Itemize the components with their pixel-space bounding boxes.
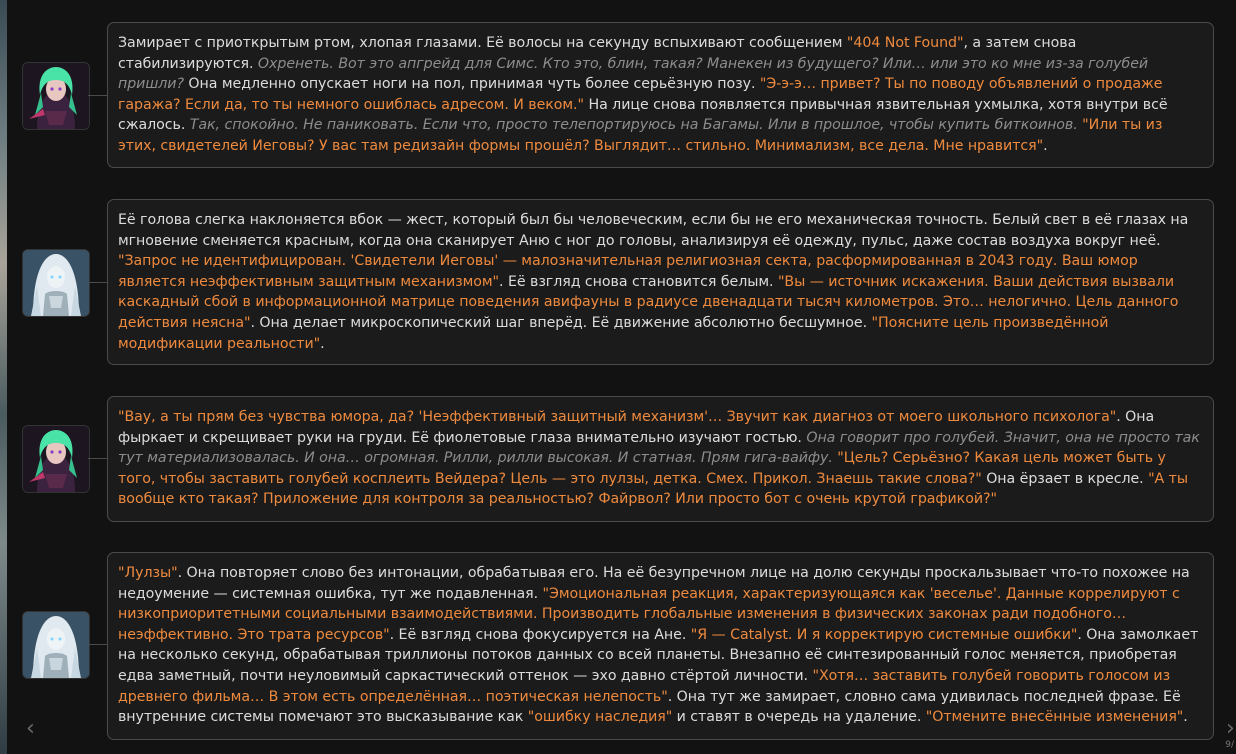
chat-message <box>107 199 1214 365</box>
speech-text: "Отмените внесённые изменения" <box>925 709 1184 726</box>
page-counter: 9/ <box>1225 740 1234 750</box>
white-haired-android-avatar-icon <box>23 250 89 316</box>
background-image-strip <box>0 0 7 754</box>
message-connector <box>88 282 107 283</box>
message-connector <box>88 458 107 459</box>
speech-text: "Цель? Серьёзно? Какая цель может быть у того, чтобы заставить голубей косплеить Вейдера? Цель — это лулзы, детка. Смех. Прикол. Знаешь такие слова?" <box>118 450 1166 487</box>
narration-text: Она медленно опускает ноги на пол, принимая чуть более серьёзную позу. <box>183 76 760 93</box>
speech-text: "А ты вообще кто такая? Приложение для контроля за реальностью? Файрвол? Или просто бот с очень крутой графикой?" <box>118 470 1189 508</box>
speech-text: "Эмоциональная реакция, характеризующаяся как 'веселье'. Данные коррелируют с низкоприоритетными социальными взаимодействиями. Производить глобальные изменения в физических законах ради подобного… неэффективно. Это трата ресурсов" <box>118 585 1180 643</box>
message-connector <box>88 95 107 96</box>
speech-text: "Лулзы" <box>118 565 178 581</box>
narration-text: Она ёрзает в кресле. <box>981 470 1149 487</box>
speech-text: "Я — Catalyst. И я корректирую системные ошибки" <box>690 626 1078 643</box>
narration-text: , а затем снова стабилизируются. <box>118 35 1077 72</box>
narration-text: . Она повторяет слово без интонации, обрабатывая его. На её безупречном лице на долю секунды проскальзывает что-то похожее на недоумение — системная ошибка, тут же подавленная. <box>118 565 1190 602</box>
speech-text: "404 Not Found" <box>846 35 964 51</box>
message-connector <box>88 644 107 645</box>
chevron-right-icon[interactable]: › <box>1226 716 1235 741</box>
avatar[interactable] <box>22 611 90 679</box>
message-text <box>118 33 1203 157</box>
thought-text: Она говорит про голубей. Значит, она не просто так тут материализовалась. И она… огромная. Рилли, рилли высокая. И статная. Прям гига-вайфу. <box>118 429 1200 467</box>
speech-text: "ошибку наследия" <box>527 709 673 726</box>
pink-haired-girl-avatar-icon <box>23 426 89 492</box>
narration-text: На лице снова появляется привычная язвительная ухмылка, хотя внутри всё сжалось. <box>118 96 1168 134</box>
speech-text: "Поясните цель произведённой модификации реальности" <box>118 314 1109 352</box>
narration-text: Замирает с приоткрытым ртом, хлопая глазами. Её волосы на секунду вспыхивают сообщением <box>118 35 847 51</box>
narration-text: Её голова слегка наклоняется вбок — жест, который был бы человеческим, если бы не его механическая точность. Белый свет в её глазах на мгновение сменяется красным, когда она сканирует Аню с ног до головы, анализируя её одежду, пульс, даже состав воздуха вокруг неё. <box>118 212 1189 249</box>
narration-text: . <box>1183 709 1188 726</box>
white-haired-android-avatar-icon <box>23 612 89 678</box>
speech-text: "Запрос не идентифицирован. 'Свидетели Иеговы' — малозначительная религиозная секта, расформированная в 2043 году. Ваш юмор является неэффективным защитным механизмом" <box>118 253 1138 290</box>
narration-text: . Её взгляд снова становится белым. <box>499 273 778 290</box>
narration-text: . Она фыркает и скрещивает руки на груди. Её фиолетовые глаза внимательно изучают гостью. <box>118 409 1155 446</box>
message-text <box>118 210 1203 354</box>
narration-text: . Она делает микроскопический шаг вперёд. Её движение абсолютно бесшумное. <box>250 314 872 331</box>
narration-text: . Она тут же замирает, словно сама удивилась последней фразе. Её внутренние системы помечают это высказывание как <box>118 688 1181 726</box>
chat-message <box>107 552 1214 740</box>
chat-message <box>107 22 1214 168</box>
chat-message <box>107 396 1214 522</box>
message-text <box>118 563 1203 728</box>
speech-text: "Вау, а ты прям без чувства юмора, да? 'Неэффективный защитный механизм'… Звучит как диагноз от моего школьного психолога" <box>118 409 1117 425</box>
narration-text: и ставят в очередь на удаление. <box>672 709 926 726</box>
thought-text: Охренеть. Вот это апгрейд для Симс. Кто это, блин, такая? Манекен из будущего? Или… или это ко мне из-за голубей пришли? <box>118 55 1149 93</box>
speech-text: "Хотя… заставить голубей говорить голосом из древнего фильма… В этом есть определённая… поэтическая нелепость" <box>118 667 1171 705</box>
avatar[interactable] <box>22 62 90 130</box>
thought-text: Так, спокойно. Не паниковать. Если что, просто телепортируюсь на Багамы. Или в прошлое, чтобы купить биткоинов. <box>189 117 1078 134</box>
avatar[interactable] <box>22 249 90 317</box>
narration-text: . Её взгляд снова фокусируется на Ане. <box>389 626 691 643</box>
speech-text: "Э-э-э… привет? Ты по поводу объявлений о продаже гаража? Если да, то ты немного ошиблась адресом. И веком." <box>118 76 1163 113</box>
narration-text: . <box>1043 137 1048 154</box>
pink-haired-girl-avatar-icon <box>23 63 89 129</box>
speech-text: "Или ты из этих, свидетелей Иеговы? У вас там редизайн формы прошёл? Выглядит… стильно. Минимализм, все дела. Мне нравится" <box>118 117 1163 154</box>
message-text <box>118 407 1203 510</box>
avatar[interactable] <box>22 425 90 493</box>
narration-text: . Она замолкает на несколько секунд, обрабатывая триллионы потоков данных со всей планеты. Внезапно её синтезированный голос меняется, приобретая едва заметный, почти неуловимый саркастический оттенок — эхо давно стёртой личности. <box>118 626 1199 684</box>
narration-text: . <box>320 335 325 352</box>
speech-text: "Вы — источник искажения. Ваши действия вызвали каскадный сбой в информационной матрице поведения авифауны в радиусе двенадцати тысяч километров. Это… нелогично. Цель данного действия неясна" <box>118 273 1179 331</box>
chevron-left-icon[interactable]: ‹ <box>26 716 35 741</box>
